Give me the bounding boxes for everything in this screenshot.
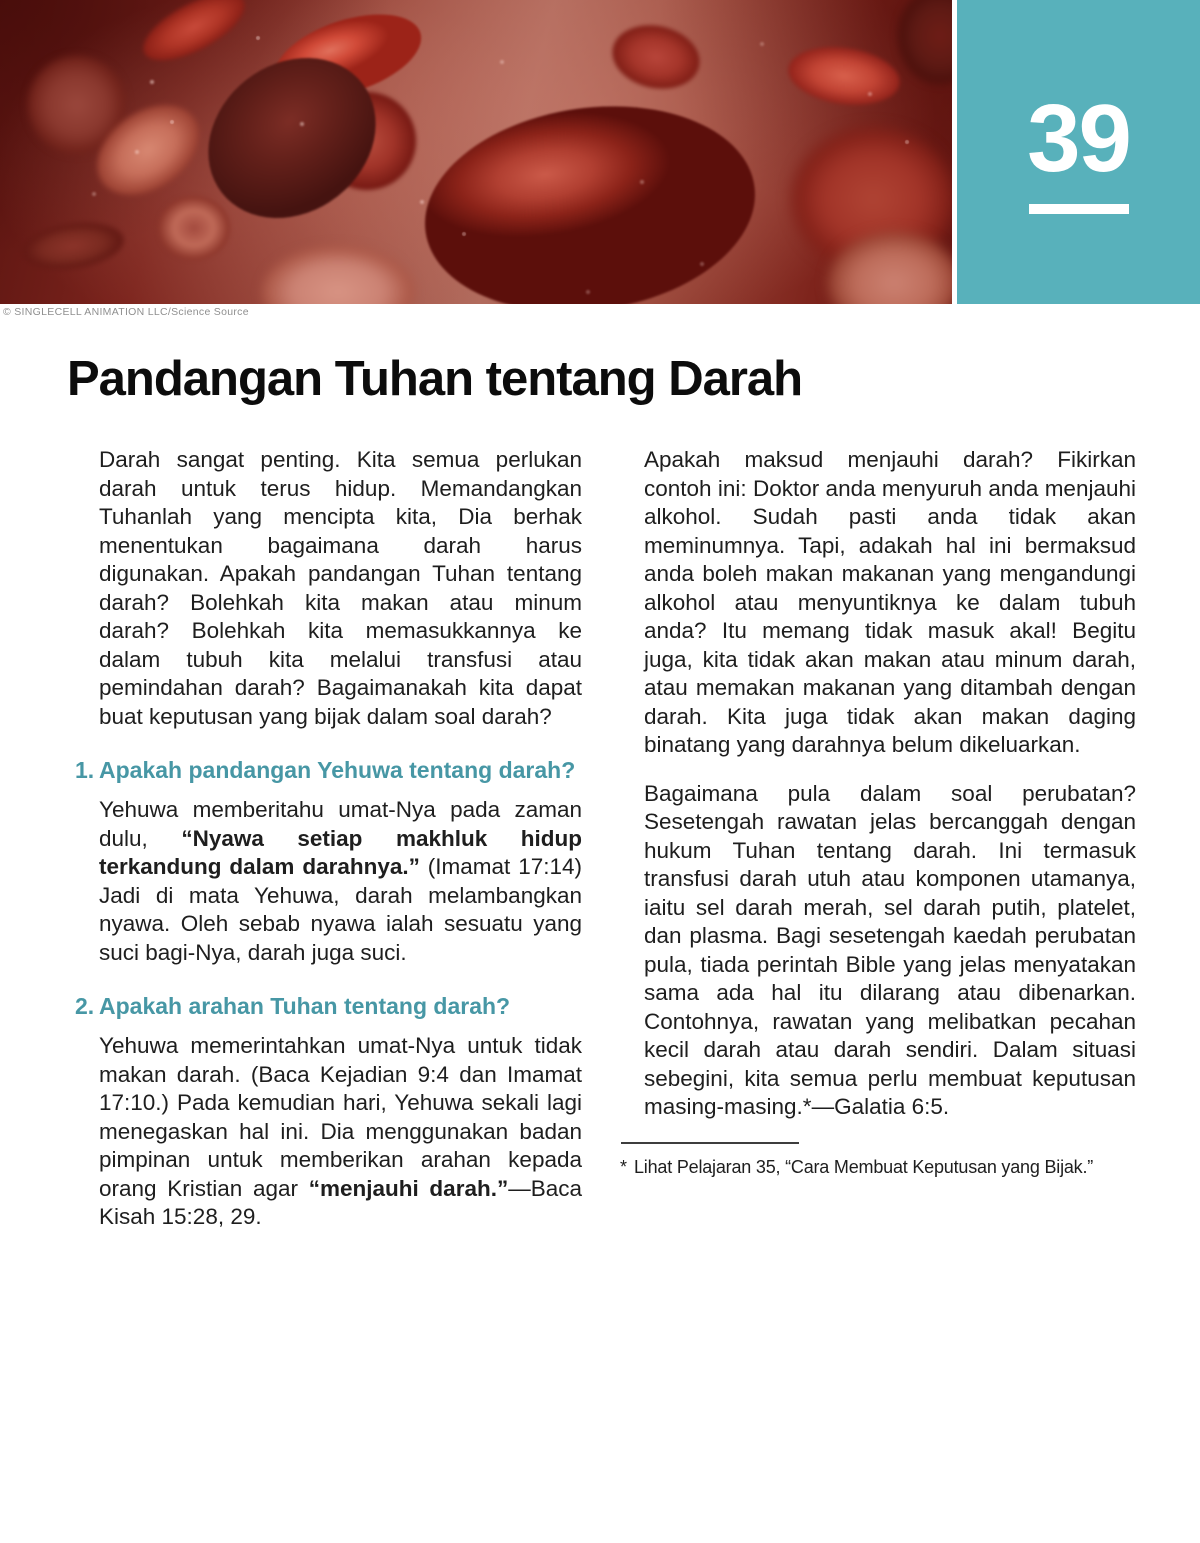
question-number: 2. <box>75 993 95 1019</box>
photo-credit: © SINGLECELL ANIMATION LLC/Science Source <box>3 306 249 318</box>
footnote-marker: * <box>620 1156 627 1177</box>
page-title: Pandangan Tuhan tentang Darah <box>67 352 803 406</box>
question-heading <box>75 756 582 785</box>
footnote-divider <box>621 1142 799 1144</box>
body-paragraph: Bagaimana pula dalam soal perubatan? Sesetengah rawatan jelas bercanggah dengan hukum Tuhan tentang darah. Ini termasuk transfusi darah utuh atau komponen utamanya, iaitu sel darah merah, sel darah putih, platelet, dan plasma. Bagi sesetengah kaedah perubatan pula, tiada perintah Bible yang jelas menyatakan sama ada hal itu dilarang atau dibenarkan. Contohnya, rawatan yang melibatkan pecahan kecil darah atau darah sendiri. Dalam situasi sebegini, kita semua perlu membuat keputusan masing-masing.*—Galatia 6:5. <box>644 780 1136 1119</box>
left-column-blocks <box>75 446 582 1232</box>
question-heading <box>75 992 582 1021</box>
lesson-number-underline <box>1029 204 1129 214</box>
lesson-number: 39 <box>1027 84 1130 192</box>
body-paragraph: Apakah maksud menjauhi darah? Fikirkan contoh ini: Doktor anda menyuruh anda menjauhi alkohol. Sudah pasti anda tidak akan meminumnya. Tapi, adakah hal ini bermaksud anda boleh makan makanan yang mengandungi alkohol atau menyuntiknya ke dalam tubuh anda? Itu memang tidak masuk akal! Begitu juga, kita tidak akan makan atau minum darah, atau memakan makanan yang ditambah dengan darah. Kita juga tidak akan makan daging binatang yang darahnya belum dikeluarkan. <box>644 447 1136 757</box>
column-right <box>620 446 1136 1179</box>
footnote <box>620 1156 1136 1179</box>
footnote-text: Lihat Pelajaran 35, “Cara Membuat Keputusan yang Bijak.” <box>634 1156 1094 1177</box>
blood-cells-photo <box>0 0 952 304</box>
question-text: Apakah pandangan Yehuwa tentang darah? <box>99 757 576 783</box>
body-paragraph: Yehuwa memerintahkan umat-Nya untuk tidak makan darah. (Baca Kejadian 9:4 dan Imamat 17:10.) Pada kemudian hari, Yehuwa sekali lagi menegaskan hal ini. Dia menggunakan badan pimpinan untuk memberikan arahan kepada orang Kristian agar “menjauhi darah.”—Baca Kisah 15:28, 29. <box>99 1033 583 1229</box>
lesson-number-box <box>957 0 1200 304</box>
question-text: Apakah arahan Tuhan tentang darah? <box>99 993 511 1019</box>
right-column-blocks <box>620 446 1136 1122</box>
body-paragraph: Yehuwa memberitahu umat-Nya pada zaman dulu, “Nyawa setiap makhluk hidup terkandung dalam darahnya.” (Imamat 17:14) Jadi di mata Yehuwa, darah melambangkan nyawa. Oleh sebab nyawa ialah sesuatu yang suci bagi-Nya, darah juga suci. <box>99 797 582 965</box>
photo-vignette <box>0 0 952 304</box>
body-paragraph: Darah sangat penting. Kita semua perlukan darah untuk terus hidup. Memandangkan Tuhanlah yang mencipta kita, Dia berhak menentukan bagaimana darah harus digunakan. Apakah pandangan Tuhan tentang darah? Bolehkah kita makan atau minum darah? Bolehkah kita memasukkannya ke dalam tubuh kita melalui transfusi atau pemindahan darah? Bagaimanakah kita dapat buat keputusan yang bijak dalam soal darah? <box>99 447 582 729</box>
question-number: 1. <box>75 757 95 783</box>
column-left <box>75 446 582 1252</box>
